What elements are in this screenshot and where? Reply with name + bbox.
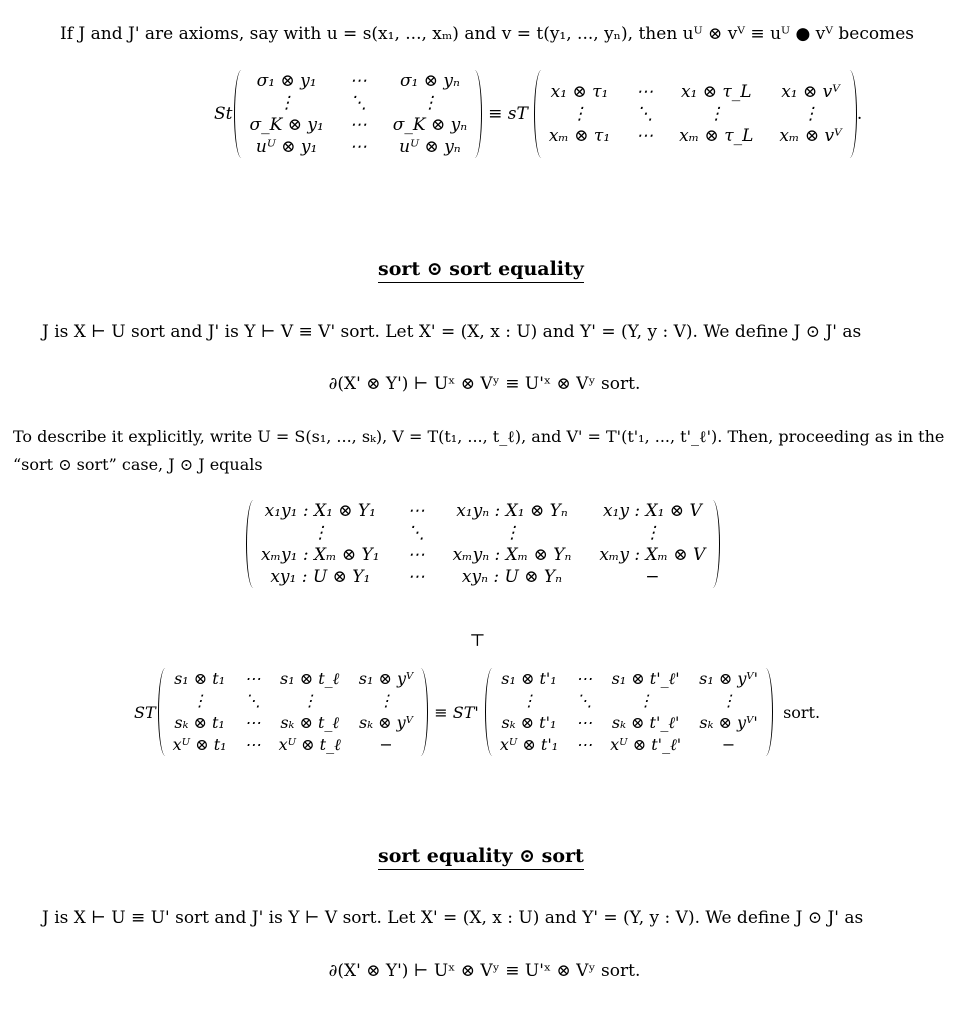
matrix-cell: xₘyₙ : Xₘ ⊗ Yₙ — [452, 545, 572, 565]
matrix-cell: x₁ ⊗ vⱽ — [781, 82, 840, 102]
left-paren — [485, 668, 494, 756]
right-paren — [848, 70, 857, 158]
section1-explain-2: “sort ⊙ sort” case, J ⊙ J equals — [13, 455, 263, 474]
matrix-cell: ⋮ — [720, 691, 737, 710]
section1-heading: sort ⊙ sort equality — [378, 258, 584, 283]
matrix-cell: ⋯ — [576, 713, 593, 732]
right-paren — [473, 70, 482, 158]
context-matrix-body — [255, 500, 711, 588]
matrix-cell: s₁ ⊗ t'₁ — [501, 669, 557, 688]
right-paren — [419, 668, 428, 756]
left-paren — [234, 70, 243, 158]
matrix-cell: xᵁ ⊗ t₁ — [172, 735, 227, 754]
matrix-cell: ⋯ — [407, 501, 425, 521]
section1-definition: J is X ⊢ U sort and J' is Y ⊢ V ≡ V' sort. Let X' = (X, x : U) and Y' = (Y, y : V). We define J ⊙ J' as — [42, 322, 862, 342]
eq1-left-label: St — [214, 104, 233, 124]
matrix-cell: xᵁ ⊗ t'₁ — [499, 735, 559, 754]
matrix-cell: s₁ ⊗ t_ℓ — [280, 669, 340, 688]
context-matrix — [246, 500, 720, 588]
matrix-cell: xₘy : Xₘ ⊗ V — [599, 545, 706, 565]
matrix-cell: x₁y : X₁ ⊗ V — [602, 501, 702, 521]
matrix-cell: ⋯ — [244, 669, 261, 688]
section2-heading: sort equality ⊙ sort — [378, 845, 584, 870]
matrix-cell: sₖ ⊗ yⱽ' — [699, 713, 758, 732]
matrix-cell: ⋮ — [311, 523, 329, 543]
matrix-cell: xₘ ⊗ τ_L — [679, 126, 754, 146]
matrix-cell: s₁ ⊗ yⱽ' — [699, 669, 759, 688]
matrix-cell: ⋯ — [349, 115, 367, 135]
matrix-cell: ⋱ — [576, 691, 593, 710]
section1-explain-1: To describe it explicitly, write U = S(s₁, ..., sₖ), V = T(t₁, ..., t_ℓ), and V' = T'(t'₁, ..., t'_ℓ'). Then, proceeding as in the — [13, 427, 945, 446]
equation-1 — [214, 70, 862, 158]
matrix-cell: σ_K ⊗ y₁ — [249, 115, 324, 135]
matrix-cell: xᵁ ⊗ t_ℓ — [278, 735, 341, 754]
eq2-left-matrix — [167, 668, 420, 756]
matrix-cell: ⋮ — [643, 523, 661, 543]
matrix-cell: ⋮ — [637, 691, 654, 710]
matrix-cell: ⋮ — [278, 93, 296, 113]
matrix-cell: σ₁ ⊗ y₁ — [256, 71, 317, 91]
matrix-cell: sₖ ⊗ t₁ — [174, 713, 225, 732]
matrix-cell: x₁ ⊗ τ_L — [680, 82, 752, 102]
left-paren — [246, 500, 255, 588]
matrix-cell: ⋯ — [576, 669, 593, 688]
matrix-cell: − — [721, 735, 736, 754]
matrix-cell: x₁y₁ : X₁ ⊗ Y₁ — [264, 501, 376, 521]
section1-display: ∂(X' ⊗ Y') ⊢ Uˣ ⊗ Vʸ ≡ U'ˣ ⊗ Vʸ sort. — [328, 374, 641, 394]
right-paren — [764, 668, 773, 756]
matrix-cell: ⋯ — [407, 567, 425, 587]
eq1-end: . — [856, 104, 863, 124]
eq1-right-matrix — [543, 81, 848, 147]
matrix-cell: ⋮ — [503, 523, 521, 543]
eq2-end: sort. — [783, 702, 821, 722]
matrix-cell: − — [645, 567, 660, 587]
matrix-cell: ⋯ — [349, 137, 367, 157]
matrix-cell: x₁yₙ : X₁ ⊗ Yₙ — [456, 501, 568, 521]
matrix-cell: sₖ ⊗ yⱽ — [359, 713, 413, 732]
matrix-cell: ⋮ — [520, 691, 537, 710]
matrix-cell: σ₁ ⊗ yₙ — [399, 71, 460, 91]
eq1-left-matrix — [243, 70, 473, 158]
matrix-cell: xy₁ : U ⊗ Y₁ — [270, 567, 371, 587]
matrix-cell: − — [379, 735, 393, 754]
matrix-cell: s₁ ⊗ yⱽ — [358, 669, 414, 688]
matrix-cell: ⋱ — [407, 523, 425, 543]
intro-line: If J and J' are axioms, say with u = s(x₁, ..., xₘ) and v = t(y₁, ..., yₙ), then uᵁ ⊗ vⱽ ≡ uᵁ ● vⱽ becomes — [60, 24, 915, 44]
matrix-cell: ⋯ — [349, 71, 367, 91]
matrix-cell: ⋯ — [636, 82, 654, 102]
matrix-cell: ⋯ — [244, 735, 261, 754]
eq2-middle: ≡ ST' — [434, 702, 479, 722]
matrix-cell: uᵁ ⊗ y₁ — [255, 137, 318, 157]
matrix-cell: ⋯ — [407, 545, 425, 565]
matrix-cell: ⋮ — [707, 104, 725, 124]
eq2-left-label: ST — [134, 702, 156, 722]
eq1-middle: ≡ sT — [488, 104, 528, 124]
turnstile: ⊤ — [469, 631, 486, 651]
matrix-cell: ⋯ — [636, 126, 654, 146]
section2-display: ∂(X' ⊗ Y') ⊢ Uˣ ⊗ Vʸ ≡ U'ˣ ⊗ Vʸ sort. — [328, 961, 641, 981]
matrix-cell: sₖ ⊗ t'₁ — [501, 713, 557, 732]
matrix-cell: sₖ ⊗ t_ℓ — [280, 713, 340, 732]
right-paren — [711, 500, 720, 588]
matrix-cell: x₁ ⊗ τ₁ — [550, 82, 609, 102]
left-paren — [158, 668, 167, 756]
equation-2 — [134, 668, 820, 756]
matrix-cell: ⋱ — [244, 691, 261, 710]
matrix-cell: xₘy₁ : Xₘ ⊗ Y₁ — [261, 545, 380, 565]
matrix-cell: ⋱ — [636, 104, 654, 124]
matrix-cell: uᵁ ⊗ yₙ — [399, 137, 461, 157]
matrix-cell: s₁ ⊗ t'_ℓ' — [611, 669, 680, 688]
matrix-cell: xᵁ ⊗ t'_ℓ' — [610, 735, 682, 754]
matrix-cell: ⋮ — [802, 104, 820, 124]
matrix-cell: xₘ ⊗ τ₁ — [548, 126, 611, 146]
matrix-cell: sₖ ⊗ t'_ℓ' — [611, 713, 680, 732]
matrix-cell: xyₙ : U ⊗ Yₙ — [461, 567, 563, 587]
eq2-right-matrix — [494, 668, 764, 756]
matrix-cell: xₘ ⊗ vⱽ — [779, 126, 842, 146]
matrix-cell: ⋱ — [349, 93, 367, 113]
left-paren — [534, 70, 543, 158]
matrix-cell: ⋯ — [576, 735, 593, 754]
matrix-cell: ⋮ — [421, 93, 439, 113]
matrix-cell: ⋮ — [191, 691, 208, 710]
matrix-cell: ⋮ — [301, 691, 318, 710]
matrix-cell: ⋮ — [378, 691, 395, 710]
matrix-cell: ⋯ — [244, 713, 261, 732]
matrix-cell: ⋮ — [570, 104, 588, 124]
section2-definition: J is X ⊢ U ≡ U' sort and J' is Y ⊢ V sort. Let X' = (X, x : U) and Y' = (Y, y : V). We define J ⊙ J' as — [42, 908, 864, 928]
matrix-cell: σ_K ⊗ yₙ — [392, 115, 468, 135]
matrix-cell: s₁ ⊗ t₁ — [174, 669, 226, 688]
